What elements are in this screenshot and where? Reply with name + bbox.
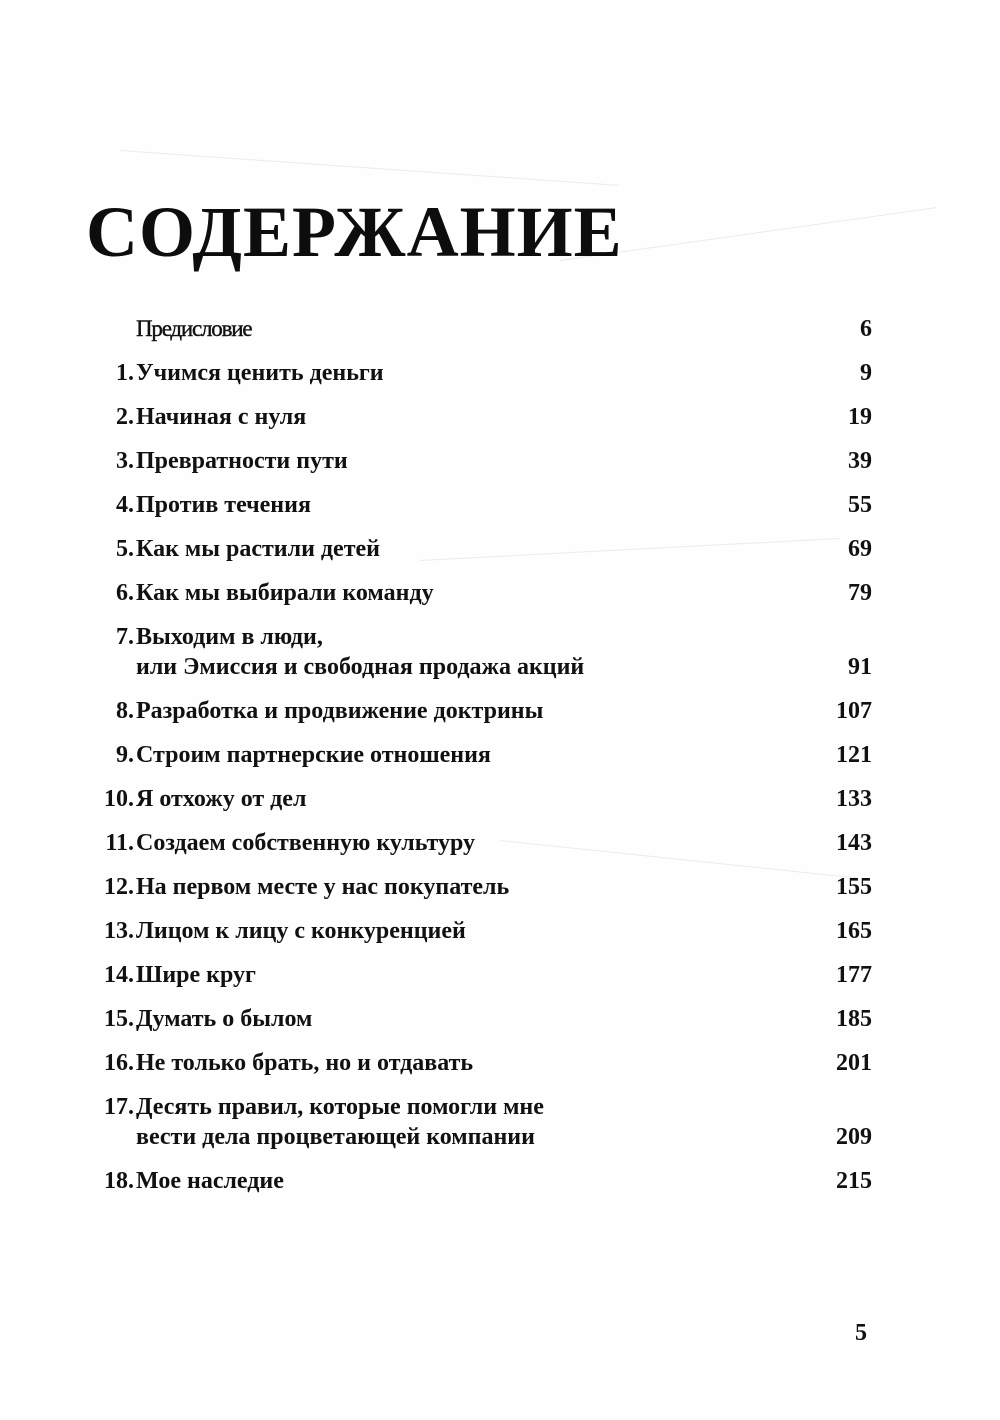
chapter-title: Я отхожу от дел [136,786,307,812]
chapter-title: Учимся ценить деньги [136,360,384,386]
chapter-title: Десять правил, которые помогли мне вести дела процветающей компании [136,1094,544,1150]
chapter-title: Создаем собственную культуру [136,830,476,856]
chapter-title: Превратности пути [136,448,348,474]
page-number: 143 [836,830,872,856]
page-number: 9 [860,360,872,386]
chapter-number: 6. [116,580,134,606]
page-number: 209 [836,1124,872,1150]
page-number: 69 [848,536,872,562]
folio-page-number: 5 [855,1320,867,1346]
toc-entry-6[interactable] [90,578,872,608]
toc-entry-7[interactable] [90,622,872,682]
toc-entry-14[interactable] [90,960,872,990]
chapter-number: 17. [104,1094,134,1120]
toc-entry-5[interactable] [90,534,872,564]
page-number: 6 [860,316,872,342]
chapter-number: 15. [104,1006,134,1032]
toc-entry-12[interactable] [90,872,872,902]
chapter-number: 16. [104,1050,134,1076]
page-number: 39 [848,448,872,474]
toc-entry-3[interactable] [90,446,872,476]
toc-entry-11[interactable] [90,828,872,858]
chapter-title: Как мы выбирали команду [136,580,434,606]
page-number: 79 [848,580,872,606]
page-title: СОДЕРЖАНИЕ [86,192,623,272]
chapter-title: Мое наследие [136,1168,284,1194]
chapter-number: 4. [116,492,134,518]
chapter-title: Предисловие [136,316,252,341]
toc-entry-4[interactable] [90,490,872,520]
chapter-number: 5. [116,536,134,562]
page-number: 215 [836,1168,872,1194]
chapter-title: Как мы растили детей [136,536,380,562]
chapter-title: Думать о былом [136,1006,313,1032]
page-number: 177 [836,962,872,988]
chapter-number: 14. [104,962,134,988]
chapter-number: 18. [104,1168,134,1194]
chapter-number: 10. [104,786,134,812]
chapter-number: 8. [116,698,134,724]
chapter-number: 7. [116,624,134,650]
toc-entry-9[interactable] [90,740,872,770]
page-number: 155 [836,874,872,900]
page-number: 201 [836,1050,872,1076]
chapter-title: Выходим в люди, или Эмиссия и свободная продажа акций [136,624,585,680]
chapter-title: Строим партнерские отношения [136,742,491,768]
table-of-contents [90,314,872,1210]
chapter-title: Начиная с нуля [136,404,307,430]
toc-entry-16[interactable] [90,1048,872,1078]
toc-entry-preface[interactable] [90,314,872,344]
paper-texture [120,150,619,186]
page-number: 185 [836,1006,872,1032]
chapter-title: Лицом к лицу с конкуренцией [136,918,466,944]
chapter-number: 11. [105,830,134,856]
chapter-number: 13. [104,918,134,944]
chapter-number: 2. [116,404,134,430]
chapter-number: 1. [116,360,134,386]
chapter-title: Разработка и продвижение доктрины [136,698,544,724]
chapter-number: 3. [116,448,134,474]
toc-entry-17[interactable] [90,1092,872,1152]
chapter-number: 12. [104,874,134,900]
page-number: 133 [836,786,872,812]
chapter-title: Не только брать, но и отдавать [136,1050,474,1076]
page-number: 121 [836,742,872,768]
chapter-title: На первом месте у нас покупатель [136,874,510,900]
toc-entry-10[interactable] [90,784,872,814]
chapter-number: 9. [116,742,134,768]
toc-entry-18[interactable] [90,1166,872,1196]
page-number: 19 [848,404,872,430]
page-number: 165 [836,918,872,944]
chapter-title: Против течения [136,492,311,518]
toc-entry-15[interactable] [90,1004,872,1034]
page-number: 91 [848,654,872,680]
toc-entry-13[interactable] [90,916,872,946]
page-number: 107 [836,698,872,724]
toc-entry-8[interactable] [90,696,872,726]
chapter-title: Шире круг [136,962,256,988]
toc-entry-1[interactable] [90,358,872,388]
toc-entry-2[interactable] [90,402,872,432]
page-number: 55 [848,492,872,518]
